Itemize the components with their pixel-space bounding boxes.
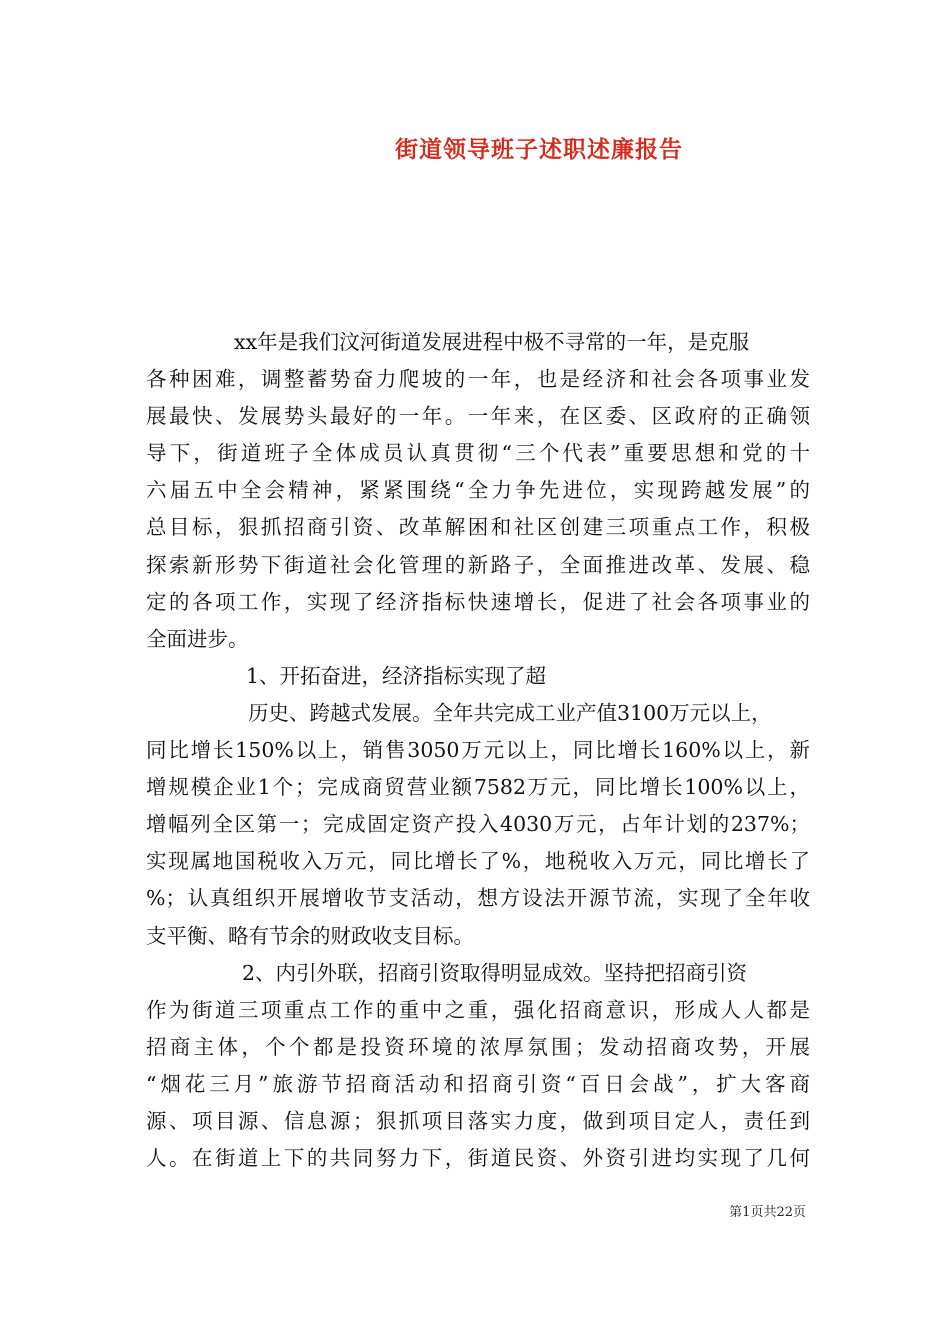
page-number: 第1页共22页 [729,1205,806,1220]
body-line: 定的各项工作，实现了经济指标快速增长，促进了社会各项事业的 [146,589,810,614]
body-line: 总目标，狠抓招商引资、改革解困和社区创建三项重点工作，积极 [146,515,810,540]
body-line: xx年是我们汶河街道发展进程中极不寻常的一年，是克服 [234,330,750,354]
body-line: 增规模企业1个；完成商贸营业额7582万元，同比增长100%以上， [146,775,810,800]
section-heading: 1、开拓奋进，经济指标实现了超 [246,663,547,688]
body-line: 全面进步。 [146,626,249,651]
body-line: 同比增长150%以上，销售3050万元以上，同比增长160%以上，新 [146,738,810,763]
body-line: 实现属地国税收入万元，同比增长了%，地税收入万元，同比增长了 [146,849,810,874]
document-body [146,324,810,1177]
section-heading: 2、内引外联，招商引资取得明显成效。坚持把招商引资 [242,960,748,985]
body-line: %；认真组织开展增收节支活动，想方设法开源节流，实现了全年收 [146,886,810,911]
body-line: 招商主体，个个都是投资环境的浓厚氛围；发动招商攻势，开展 [146,1034,810,1059]
body-line: 导下，街道班子全体成员认真贯彻“三个代表”重要思想和党的十 [146,441,810,466]
document-title: 街道领导班子述职述廉报告 [395,136,683,163]
body-line: 人。在街道上下的共同努力下，街道民资、外资引进均实现了几何 [146,1146,810,1171]
body-line: 探索新形势下街道社会化管理的新路子，全面推进改革、发展、稳 [146,552,810,577]
body-line: 源、项目源、信息源；狠抓项目落实力度，做到项目定人，责任到 [146,1108,810,1133]
body-line: 展最快、发展势头最好的一年。一年来，在区委、区政府的正确领 [146,404,810,429]
body-line: 六届五中全会精神，紧紧围绕“全力争先进位，实现跨越发展”的 [146,478,810,503]
body-line: 增幅列全区第一；完成固定资产投入4030万元，占年计划的237%； [146,812,810,837]
body-line: 历史、跨越式发展。全年共完成工业产值3100万元以上， [248,700,772,725]
body-line: 支平衡、略有节余的财政收支目标。 [146,923,474,948]
body-line: 作为街道三项重点工作的重中之重，强化招商意识，形成人人都是 [146,997,810,1022]
body-line: “烟花三月”旅游节招商活动和招商引资“百日会战”，扩大客商 [146,1071,810,1096]
body-line: 各种困难，调整蓄势奋力爬坡的一年，也是经济和社会各项事业发 [146,367,810,392]
